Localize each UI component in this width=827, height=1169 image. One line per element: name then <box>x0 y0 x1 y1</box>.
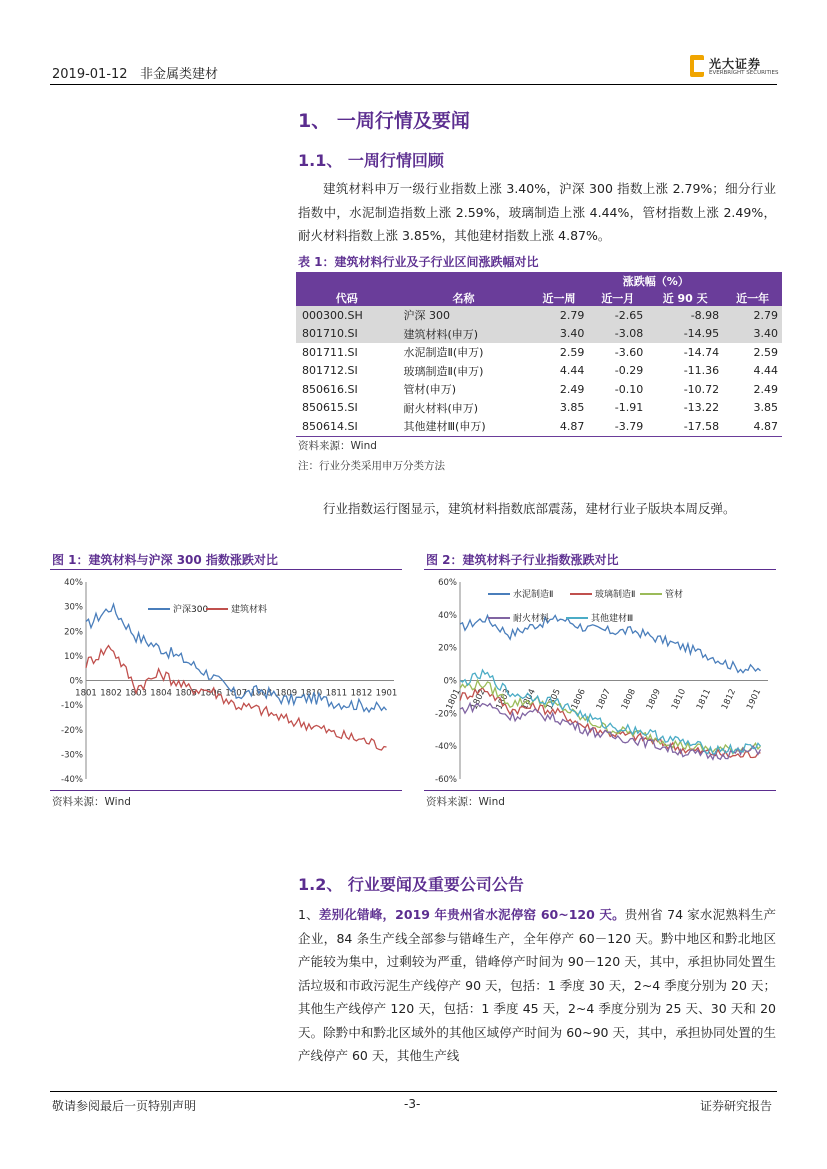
y-tick-label: 0% <box>69 676 83 687</box>
news-headline: 差别化错峰，2019 年贵州省水泥停窑 60~120 天。 <box>318 907 625 922</box>
x-tick-label: 1901 <box>375 688 398 699</box>
table-cell-w: 3.40 <box>530 325 589 344</box>
table-cell-m: -0.29 <box>614 364 644 378</box>
x-tick-label: 1804 <box>519 687 538 712</box>
table-cell-d90: -11.36 <box>683 364 720 378</box>
col-header-year: 近一年 <box>723 289 782 306</box>
table-row <box>296 306 782 325</box>
y-tick-label: -60% <box>435 775 457 785</box>
table-cell-name: 玻璃制造Ⅱ(申万) <box>403 364 484 378</box>
table-cell-code: 801712.SI <box>302 364 358 378</box>
table-cell-name: 建筑材料(申万) <box>397 325 529 344</box>
logo-en: EVERBRIGHT SECURITIES <box>709 70 779 76</box>
x-tick-label: 1805 <box>175 688 197 699</box>
figure-2-bottom-rule <box>424 790 776 791</box>
table-1-source: 资料来源：Wind <box>298 440 377 452</box>
table-cell-y: 2.79 <box>723 306 782 325</box>
figure-1-rule <box>50 569 402 570</box>
section-1-2-paragraph <box>298 903 776 1068</box>
table-row <box>296 343 782 362</box>
legend-label: 玻璃制造Ⅱ <box>595 590 636 600</box>
legend-label: 水泥制造Ⅱ <box>513 590 554 600</box>
y-tick-label: 20% <box>64 627 83 638</box>
footer-disclaimer: 敬请参阅最后一页特别声明 <box>52 1099 197 1113</box>
series-line <box>460 703 761 759</box>
table-cell-w: 2.79 <box>530 306 589 325</box>
table-row <box>296 380 782 399</box>
figure-1-chart <box>56 574 402 789</box>
table-cell-y: 3.40 <box>723 325 782 344</box>
table-cell-d90: -14.95 <box>647 325 723 344</box>
header-rule <box>50 84 777 85</box>
table-cell-w: 4.44 <box>559 364 585 378</box>
table-1-note: 注：行业分类采用申万分类方法 <box>298 460 445 472</box>
footer-report-type: 证券研究报告 <box>700 1099 773 1113</box>
x-tick-label: 1811 <box>694 687 714 712</box>
x-tick-label: 1802 <box>469 687 488 712</box>
table-cell-d90: -17.58 <box>647 417 723 436</box>
col-header-name: 名称 <box>397 289 529 306</box>
legend-label: 其他建材Ⅲ <box>591 614 634 624</box>
y-tick-label: 40% <box>438 610 457 621</box>
table-row <box>296 417 782 436</box>
x-tick-label: 1806 <box>200 688 223 699</box>
table-cell-name: 其他建材Ⅲ(申万) <box>397 417 529 436</box>
x-tick-label: 1809 <box>644 687 664 712</box>
y-tick-label: -10% <box>61 701 83 712</box>
figure-2-source: 资料来源：Wind <box>426 796 505 808</box>
table-cell-code: 000300.SH <box>296 306 397 325</box>
x-tick-label: 1801 <box>444 687 463 712</box>
x-tick-label: 1804 <box>150 688 172 699</box>
x-tick-label: 1901 <box>744 687 764 712</box>
y-tick-label: -20% <box>435 709 457 720</box>
news-item-number: 1、 <box>298 907 319 922</box>
logo-mark-icon <box>690 55 704 77</box>
section-1-title: 1、 一周行情及要闻 <box>298 110 470 132</box>
y-tick-label: 10% <box>64 651 83 662</box>
table-cell-name: 管材(申万) <box>403 383 457 397</box>
news-body: 贵州省 74 家水泥熟料生产企业，84 条生产线全部参与错峰生产，全年停产 60－120 天。黔中地区和黔北地区产能较为集中，过剩较为严重，错峰停产时间为 90－120 天，其中，承担协同处置生活垃圾和市政污泥生产线停产 90 天，包括：1 季度 30 天，2~4 季度分别为 20 天；其他生产线停产 120 天，包括：1 季度 45 天，2~4 季度分别为 25 天、30 天和 20 天。除黔中和黔北区域外的其他区域停产时间为 60~90 天，其中，承担协同处置的生产线停产 60 天，其他生产线 <box>298 907 776 1063</box>
x-tick-label: 1812 <box>350 688 373 699</box>
y-tick-label: 20% <box>438 643 457 654</box>
table-cell-m: -0.10 <box>614 382 644 396</box>
logo-cn: 光大证券 <box>709 57 762 71</box>
figure-2-chart <box>430 574 776 789</box>
table-cell-m: -2.65 <box>588 306 647 325</box>
table-cell-name: 沪深 300 <box>397 306 529 325</box>
x-tick-label: 1809 <box>275 688 298 699</box>
x-tick-label: 1808 <box>619 687 639 712</box>
series-line <box>460 670 764 754</box>
header-sector: 非金属类建材 <box>139 67 218 82</box>
y-tick-label: 60% <box>438 578 457 588</box>
figure-2-rule <box>424 569 776 570</box>
table-cell-m: -3.60 <box>614 345 644 359</box>
x-tick-label: 1812 <box>719 687 739 712</box>
table-row <box>296 362 782 381</box>
col-header-week: 近一周 <box>530 289 589 306</box>
table-cell-m: -3.08 <box>588 325 647 344</box>
legend-label: 耐火材料 <box>513 614 550 624</box>
x-tick-label: 1803 <box>494 687 513 712</box>
figure-1-title: 图 1：建筑材料与沪深 300 指数涨跌对比 <box>52 553 278 567</box>
y-tick-label: 0% <box>443 676 457 687</box>
table-cell-name: 耐火材料(申万) <box>403 401 479 415</box>
table-cell-d90: -10.72 <box>683 382 720 396</box>
header-date: 2019-01-12 <box>52 67 128 82</box>
section-1-1-title: 1.1、 一周行情回顾 <box>298 151 444 170</box>
table-cell-w: 2.59 <box>559 345 585 359</box>
x-tick-label: 1807 <box>594 687 613 712</box>
y-tick-label: -40% <box>61 775 83 785</box>
table-group-header: 涨跌幅（%） <box>530 272 782 289</box>
table-cell-d90: -13.22 <box>683 401 720 415</box>
figure-1-bottom-rule <box>50 790 402 791</box>
x-tick-label: 1802 <box>100 688 122 699</box>
table-cell-d90: -8.98 <box>647 306 723 325</box>
table-cell-code: 850614.SI <box>296 417 397 436</box>
table-cell-code: 850615.SI <box>302 401 358 415</box>
table-cell-code: 850616.SI <box>302 382 358 396</box>
y-tick-label: -30% <box>61 750 83 761</box>
table-header-blank <box>296 272 530 289</box>
table-row <box>296 325 782 344</box>
x-tick-label: 1803 <box>125 688 147 699</box>
table-cell-code: 801711.SI <box>302 345 358 359</box>
table-1 <box>296 272 782 437</box>
table-cell-m: -1.91 <box>614 401 644 415</box>
section-1-2-title: 1.2、 行业要闻及重要公司公告 <box>298 875 524 894</box>
x-tick-label: 1811 <box>325 688 348 699</box>
table-cell-w: 4.87 <box>530 417 589 436</box>
table-cell-y: 2.49 <box>753 382 778 396</box>
x-tick-label: 1810 <box>669 687 689 712</box>
legend-label: 沪深300 <box>173 605 209 615</box>
x-tick-label: 1801 <box>75 688 97 699</box>
table-cell-y: 2.59 <box>753 345 778 359</box>
x-tick-label: 1807 <box>225 688 248 699</box>
x-tick-label: 1810 <box>300 688 323 699</box>
table-1-title: 表 1：建筑材料行业及子行业区间涨跌幅对比 <box>298 255 539 269</box>
y-tick-label: -40% <box>435 742 457 753</box>
y-tick-label: 30% <box>64 602 83 613</box>
table-cell-y: 3.85 <box>753 401 778 415</box>
table-cell-name: 水泥制造Ⅱ(申万) <box>403 346 484 360</box>
section-1-1-paragraph-2: 行业指数运行图显示，建筑材料指数底部震荡，建材行业子版块本周反弹。 <box>323 501 736 516</box>
table-cell-y: 4.87 <box>723 417 782 436</box>
col-header-code: 代码 <box>296 289 397 306</box>
table-row <box>296 399 782 418</box>
table-cell-d90: -14.74 <box>683 345 720 359</box>
x-tick-label: 1808 <box>250 688 273 699</box>
figure-1-source: 资料来源：Wind <box>52 796 131 808</box>
table-cell-w: 3.85 <box>559 401 585 415</box>
footer-page-number: -3- <box>404 1097 421 1111</box>
table-cell-w: 2.49 <box>559 382 585 396</box>
table-cell-y: 4.44 <box>753 364 778 378</box>
x-tick-label: 1805 <box>544 687 563 712</box>
y-tick-label: 40% <box>64 578 83 588</box>
footer-rule <box>50 1091 777 1092</box>
y-tick-label: -20% <box>61 725 83 736</box>
col-header-90d: 近 90 天 <box>647 289 723 306</box>
figure-2-title: 图 2：建筑材料子行业指数涨跌对比 <box>426 553 619 567</box>
header-date-sector <box>52 63 218 82</box>
col-header-month: 近一月 <box>588 289 647 306</box>
x-tick-label: 1806 <box>569 687 588 712</box>
legend-label: 管材 <box>665 590 684 600</box>
legend-label: 建筑材料 <box>231 605 268 615</box>
table-cell-code: 801710.SI <box>296 325 397 344</box>
company-logo <box>690 53 780 81</box>
table-cell-m: -3.79 <box>588 417 647 436</box>
section-1-1-paragraph: 建筑材料申万一级行业指数上涨 3.40%，沪深 300 指数上涨 2.79%；细分行业指数中，水泥制造指数上涨 2.59%，玻璃制造上涨 4.44%，管材指数上涨 2.49%，耐火材料指数上涨 3.85%，其他建材指数上涨 4.87%。 <box>298 181 776 243</box>
